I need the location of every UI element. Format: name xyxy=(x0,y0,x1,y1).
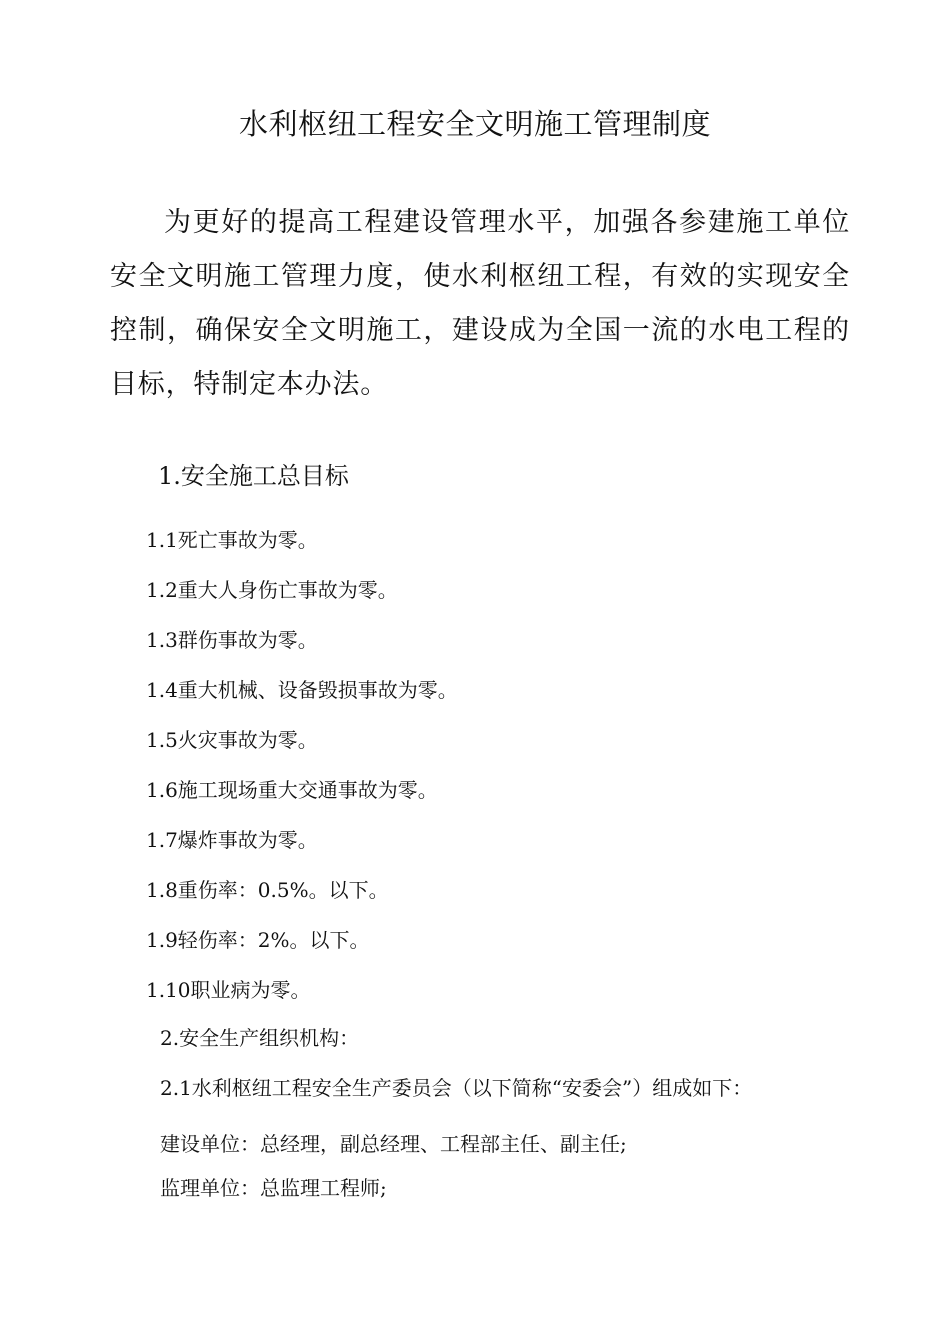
goal-item: 1.10职业病为零。 xyxy=(146,978,311,1002)
goal-item: 1.4重大机械、设备毁损事故为零。 xyxy=(146,678,458,702)
goal-item: 1.2重大人身伤亡事故为零。 xyxy=(146,578,398,602)
goal-item: 1.8重伤率：0.5%。以下。 xyxy=(146,878,389,902)
goal-list xyxy=(146,528,458,1028)
section-2-1-line: 2.1水利枢纽工程安全生产委员会（以下简称“安委会”）组成如下： xyxy=(160,1076,753,1100)
goal-item: 1.3群伤事故为零。 xyxy=(146,628,318,652)
document-title: 水利枢纽工程安全文明施工管理制度 xyxy=(238,107,711,141)
supervision-unit-line: 监理单位：总监理工程师; xyxy=(160,1176,387,1200)
goal-item: 1.5火灾事故为零。 xyxy=(146,728,318,752)
goal-item: 1.9轻伤率：2%。以下。 xyxy=(146,928,370,952)
construction-unit-line: 建设单位：总经理，副总经理、工程部主任、副主任; xyxy=(160,1132,627,1156)
goal-item: 1.6施工现场重大交通事故为零。 xyxy=(146,778,438,802)
intro-paragraph: 为更好的提高工程建设管理水平，加强各参建施工单位安全文明施工管理力度，使水利枢纽工程，有效的实现安全控制，确保安全文明施工，建设成为全国一流的水电工程的目标，特制定本办法。 xyxy=(110,207,850,400)
section-1-heading: 1.安全施工总目标 xyxy=(158,462,349,490)
goal-item: 1.1死亡事故为零。 xyxy=(146,528,318,552)
section-2-heading: 2.安全生产组织机构： xyxy=(160,1026,360,1050)
goal-item: 1.7爆炸事故为零。 xyxy=(146,828,318,852)
